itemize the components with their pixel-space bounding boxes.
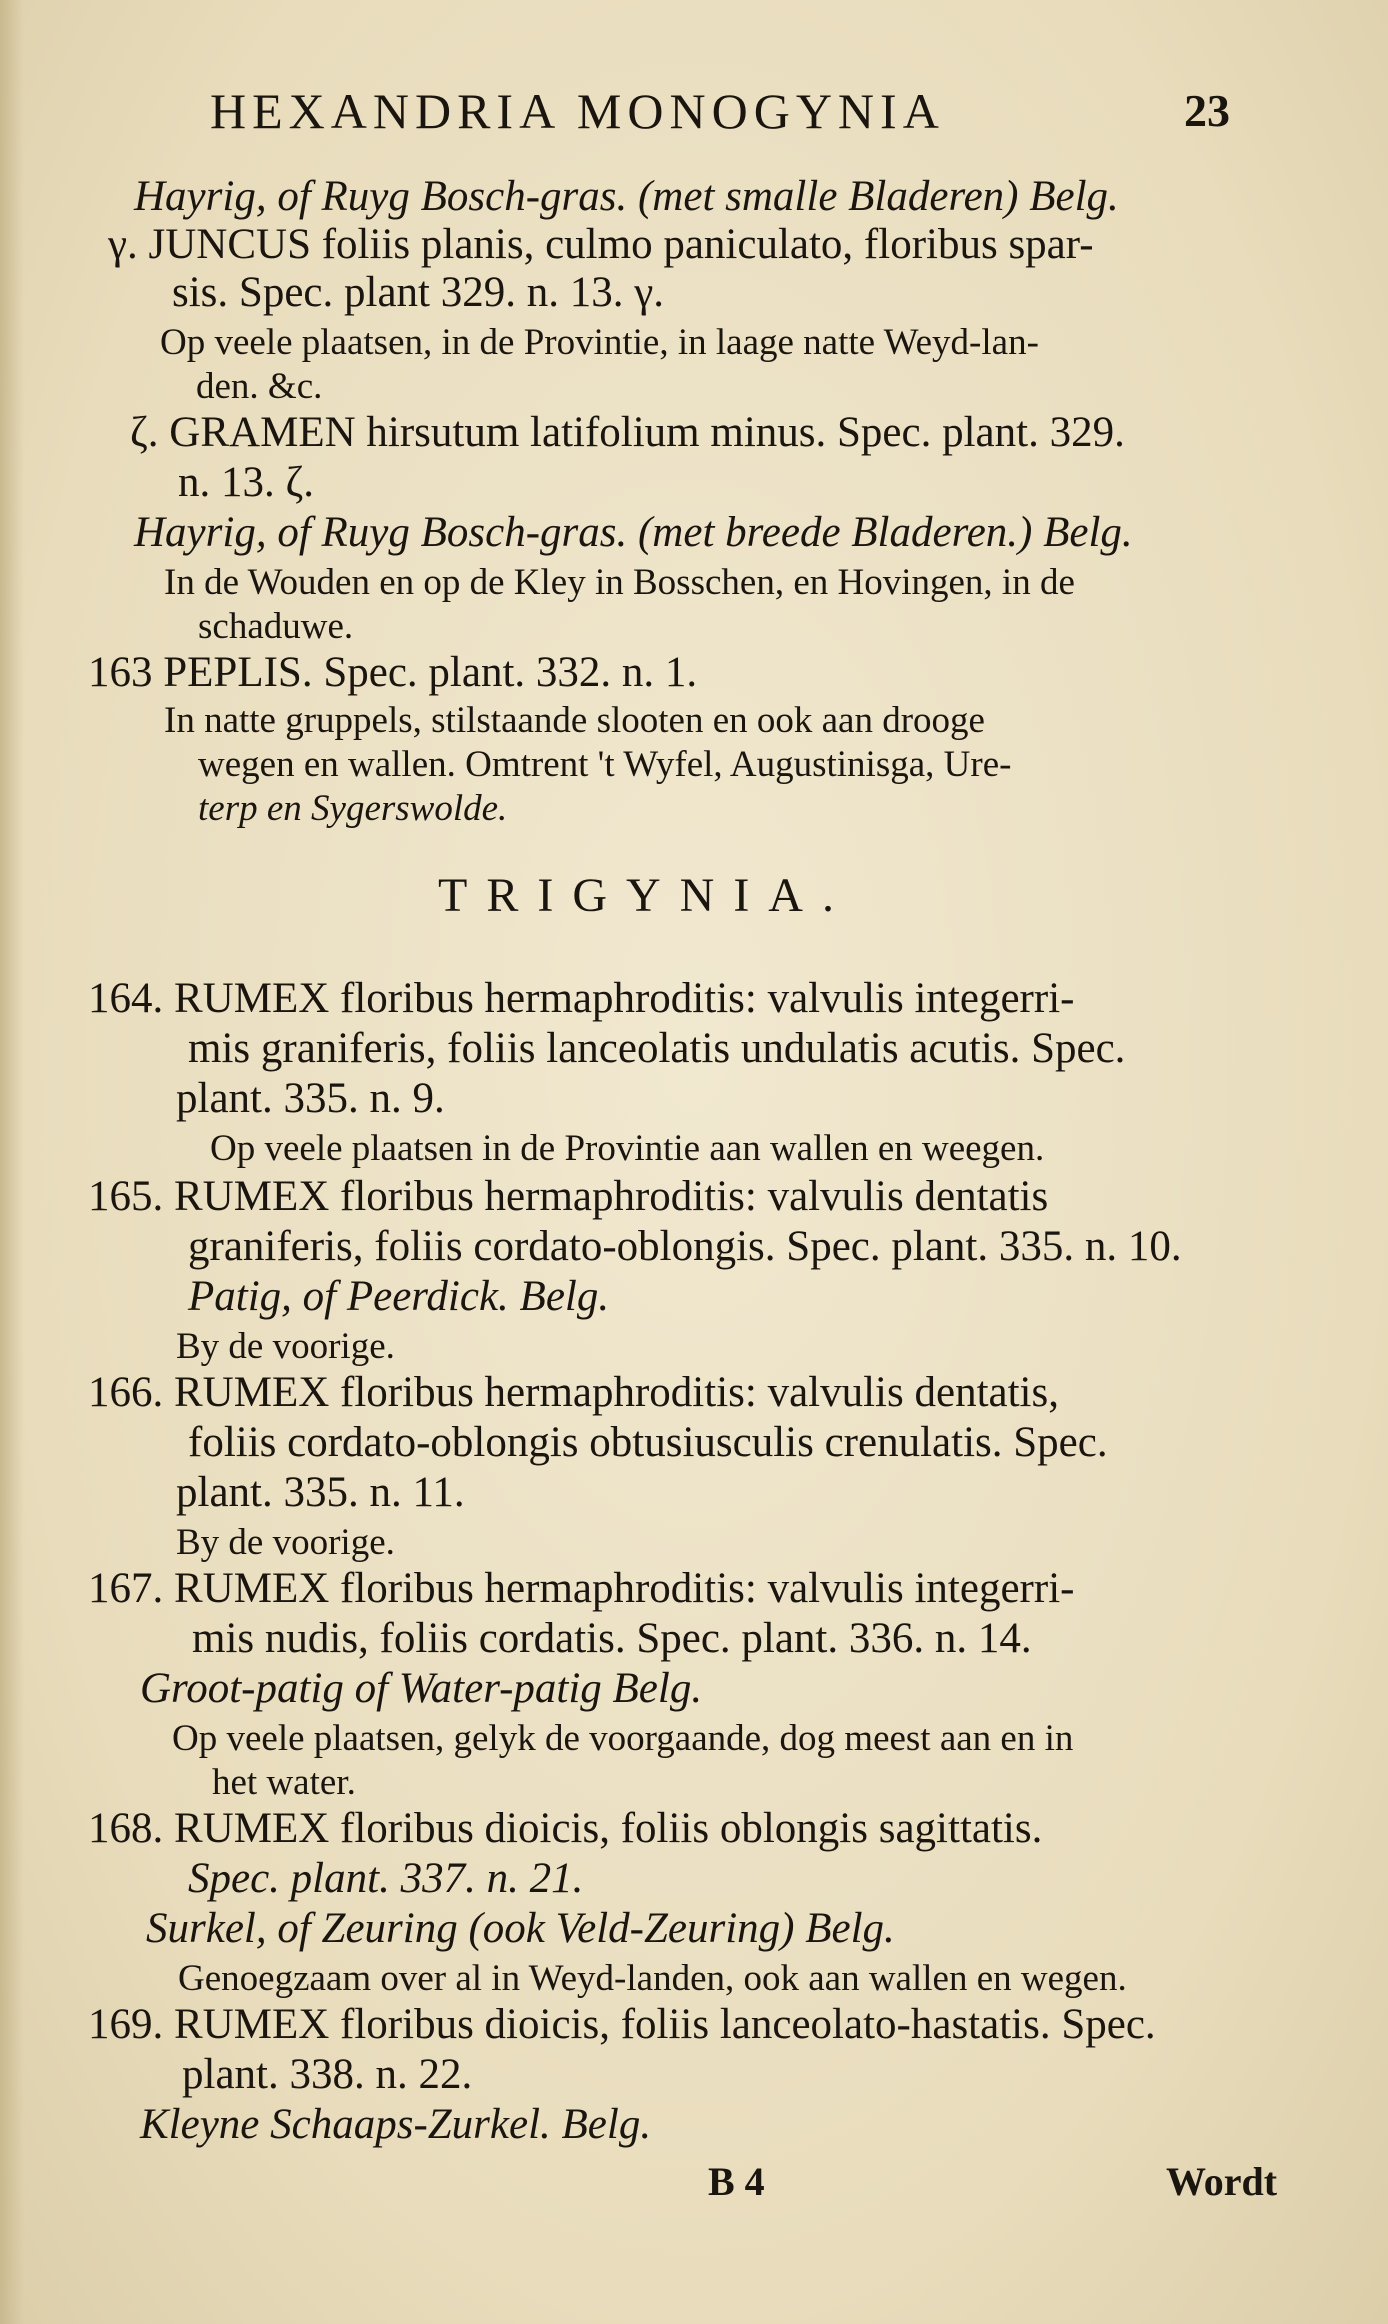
text-line: 168. RUMEX floribus dioicis, foliis oblongis sagittatis. bbox=[88, 1805, 1043, 1852]
text-line: Hayrig, of Ruyg Bosch-gras. (met breede Bladeren.) Belg. bbox=[134, 509, 1133, 556]
catchword: Wordt bbox=[1166, 2159, 1278, 2204]
text-line: terp en Sygerswolde. bbox=[198, 788, 508, 829]
text-line: Groot-patig of Water-patig Belg. bbox=[140, 1665, 703, 1712]
text-line: Surkel, of Zeuring (ook Veld-Zeuring) Belg. bbox=[146, 1905, 895, 1952]
text-line: Spec. plant. 337. n. 21. bbox=[188, 1855, 584, 1902]
text-line: 165. RUMEX floribus hermaphroditis: valvulis dentatis bbox=[88, 1173, 1049, 1220]
text-line: 163 PEPLIS. Spec. plant. 332. n. 1. bbox=[88, 649, 698, 696]
text-line: schaduwe. bbox=[198, 606, 354, 647]
text-line: 166. RUMEX floribus hermaphroditis: valvulis dentatis, bbox=[88, 1369, 1059, 1416]
text-line: Kleyne Schaaps-Zurkel. Belg. bbox=[140, 2101, 652, 2148]
text-line: Patig, of Peerdick. Belg. bbox=[188, 1273, 610, 1320]
text-line: By de voorige. bbox=[176, 1522, 395, 1563]
text-line: 164. RUMEX floribus hermaphroditis: valvulis integerri- bbox=[88, 975, 1075, 1022]
text-line: foliis cordato-oblongis obtusiusculis crenulatis. Spec. bbox=[188, 1419, 1108, 1466]
text-line: Op veele plaatsen, in de Provintie, in laage natte Weyd-lan- bbox=[160, 322, 1039, 363]
text-line: wegen en wallen. Omtrent 't Wyfel, Augustinisga, Ure- bbox=[198, 744, 1012, 785]
text-line: By de voorige. bbox=[176, 1326, 395, 1367]
text-line: γ. JUNCUS foliis planis, culmo paniculato, floribus spar- bbox=[108, 221, 1094, 268]
text-line: 167. RUMEX floribus hermaphroditis: valvulis integerri- bbox=[88, 1565, 1075, 1612]
text-line: In de Wouden en op de Kley in Bosschen, en Hovingen, in de bbox=[164, 562, 1075, 603]
text-line: Op veele plaatsen in de Provintie aan wallen en weegen. bbox=[210, 1128, 1045, 1169]
text-line: mis graniferis, foliis lanceolatis undulatis acutis. Spec. bbox=[188, 1025, 1126, 1072]
text-line: In natte gruppels, stilstaande slooten en ook aan drooge bbox=[164, 700, 985, 741]
text-line: plant. 335. n. 11. bbox=[176, 1469, 465, 1516]
text-line: n. 13. ζ. bbox=[178, 459, 315, 506]
section-title: TRIGYNIA. bbox=[438, 869, 853, 922]
text-line: graniferis, foliis cordato-oblongis. Spec. plant. 335. n. 10. bbox=[188, 1223, 1182, 1270]
text-line: sis. Spec. plant 329. n. 13. γ. bbox=[172, 269, 664, 316]
page-number: 23 bbox=[1184, 85, 1230, 136]
text-line: Genoegzaam over al in Weyd-landen, ook aan wallen en wegen. bbox=[178, 1958, 1127, 1999]
running-title: HEXANDRIA MONOGYNIA bbox=[210, 83, 945, 139]
text-line: het water. bbox=[212, 1762, 356, 1803]
text-line: Op veele plaatsen, gelyk de voorgaande, dog meest aan en in bbox=[172, 1718, 1074, 1759]
page-gutter-shadow bbox=[0, 0, 24, 2324]
signature-mark: B 4 bbox=[708, 2159, 765, 2204]
text-line: 169. RUMEX floribus dioicis, foliis lanceolato-hastatis. Spec. bbox=[88, 2001, 1156, 2048]
text-line: plant. 338. n. 22. bbox=[182, 2051, 473, 2098]
text-line: Hayrig, of Ruyg Bosch-gras. (met smalle Bladeren) Belg. bbox=[134, 173, 1119, 220]
text-line: mis nudis, foliis cordatis. Spec. plant. 336. n. 14. bbox=[192, 1615, 1032, 1662]
text-line: ζ. GRAMEN hirsutum latifolium minus. Spec. plant. 329. bbox=[130, 409, 1125, 456]
text-line: plant. 335. n. 9. bbox=[176, 1075, 445, 1122]
text-line: den. &c. bbox=[196, 366, 323, 407]
